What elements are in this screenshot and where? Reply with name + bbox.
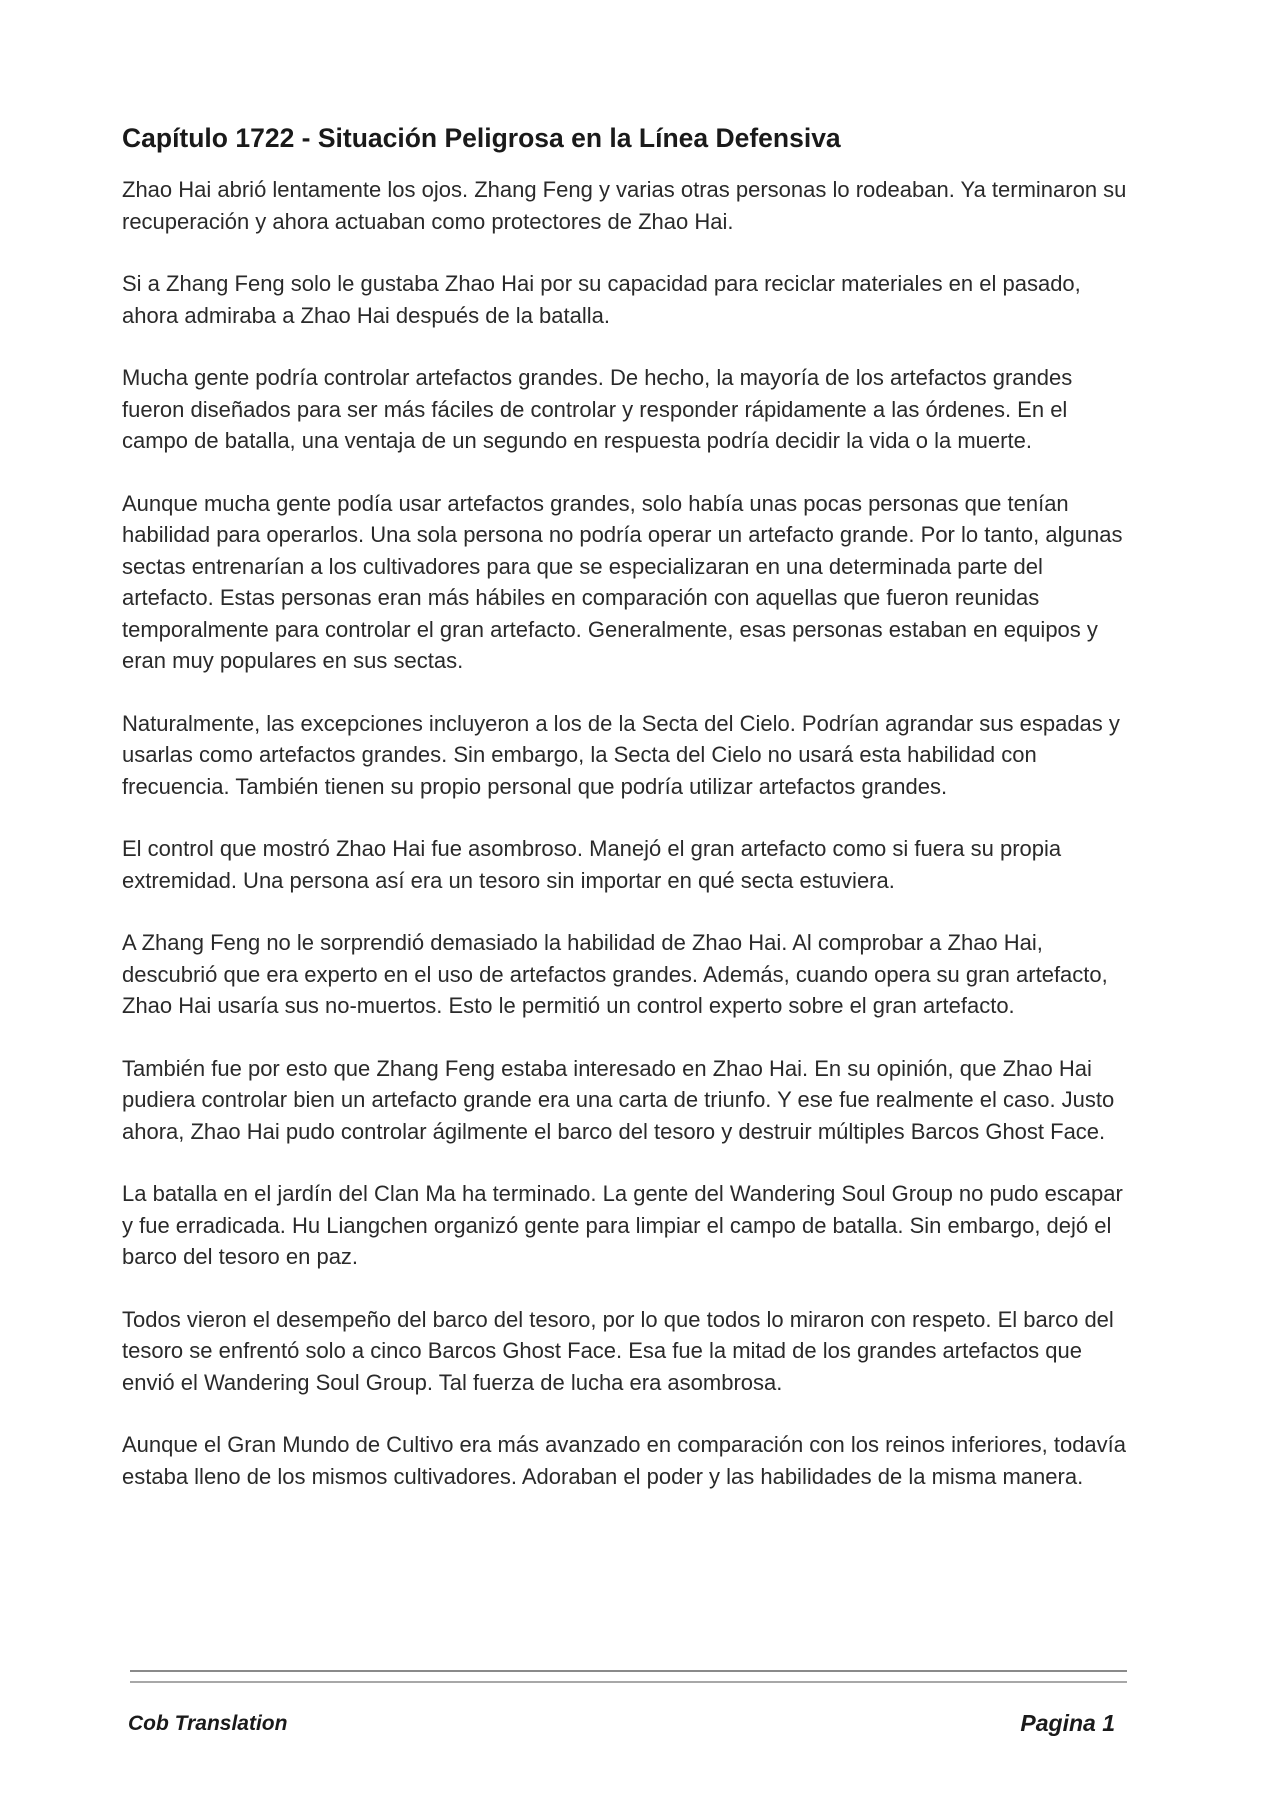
paragraph-11: Aunque el Gran Mundo de Cultivo era más avanzado en comparación con los reinos inferiores, todavía estaba lleno de los mismos cultivadores. Adoraban el poder y las habilidades de la misma manera. <box>122 1432 1127 1489</box>
footer-translator-credit: Cob Translation <box>128 1712 288 1735</box>
paragraph-10: Todos vieron el desempeño del barco del tesoro, por lo que todos lo miraron con respeto. El barco del tesoro se enfrentó solo a cinco Barcos Ghost Face. Esa fue la mitad de los grandes artefactos que envió el Wandering Soul Group. Tal fuerza de lucha era asombrosa. <box>122 1306 1114 1395</box>
footer-page-number: Pagina 1 <box>1020 1710 1115 1736</box>
paragraph-6: El control que mostró Zhao Hai fue asombroso. Manejó el gran artefacto como si fuera su propia extremidad. Una persona así era un tesoro sin importar en qué secta estuviera. <box>122 836 1062 893</box>
paragraph-7: A Zhang Feng no le sorprendió demasiado la habilidad de Zhao Hai. Al comprobar a Zhao Hai, descubrió que era experto en el uso de artefactos grandes. Además, cuando opera su gran artefacto, Zhao Hai usaría sus no-muertos. Esto le permitió un control experto sobre el gran artefacto. <box>122 930 1108 1018</box>
footer-divider-bottom <box>130 1681 1127 1683</box>
chapter-title: Capítulo 1722 - Situación Peligrosa en la Línea Defensiva <box>122 123 841 153</box>
paragraph-9: La batalla en el jardín del Clan Ma ha terminado. La gente del Wandering Soul Group no pudo escapar y fue erradicada. Hu Liangchen organizó gente para limpiar el campo de batalla. Sin embargo, dejó el barco del tesoro en paz. <box>122 1181 1123 1269</box>
footer-divider-top <box>130 1670 1127 1672</box>
paragraph-1: Zhao Hai abrió lentamente los ojos. Zhang Feng y varias otras personas lo rodeaban. Ya terminaron su recuperación y ahora actuaban como protectores de Zhao Hai. <box>122 177 1127 234</box>
paragraph-4: Aunque mucha gente podía usar artefactos grandes, solo había unas pocas personas que tenían habilidad para operarlos. Una sola persona no podría operar un artefacto grande. Por lo tanto, algunas sectas entrenarían a los cultivadores para que se especializaran en una determinada parte del artefacto. Estas personas eran más hábiles en comparación con aquellas que fueron reunidas temporalmente para controlar el gran artefacto. Generalmente, esas personas estaban en equipos y eran muy populares en sus sectas. <box>122 490 1123 673</box>
paragraph-2: Si a Zhang Feng solo le gustaba Zhao Hai por su capacidad para reciclar materiales en el pasado, ahora admiraba a Zhao Hai después de la batalla. <box>122 271 1081 328</box>
paragraph-5: Naturalmente, las excepciones incluyeron a los de la Secta del Cielo. Podrían agrandar sus espadas y usarlas como artefactos grandes. Sin embargo, la Secta del Cielo no usará esta habilidad con frecuencia. También tienen su propio personal que podría utilizar artefactos grandes. <box>122 710 1120 799</box>
paragraph-3: Mucha gente podría controlar artefactos grandes. De hecho, la mayoría de los artefactos grandes fueron diseñados para ser más fáciles de controlar y responder rápidamente a las órdenes. En el campo de batalla, una ventaja de un segundo en respuesta podría decidir la vida o la muerte. <box>122 365 1073 453</box>
paragraph-8: También fue por esto que Zhang Feng estaba interesado en Zhao Hai. En su opinión, que Zhao Hai pudiera controlar bien un artefacto grande era una carta de triunfo. Y ese fue realmente el caso. Justo ahora, Zhao Hai pudo controlar ágilmente el barco del tesoro y destruir múltiples Barcos Ghost Face. <box>122 1055 1115 1144</box>
document-body <box>122 120 1132 1523</box>
